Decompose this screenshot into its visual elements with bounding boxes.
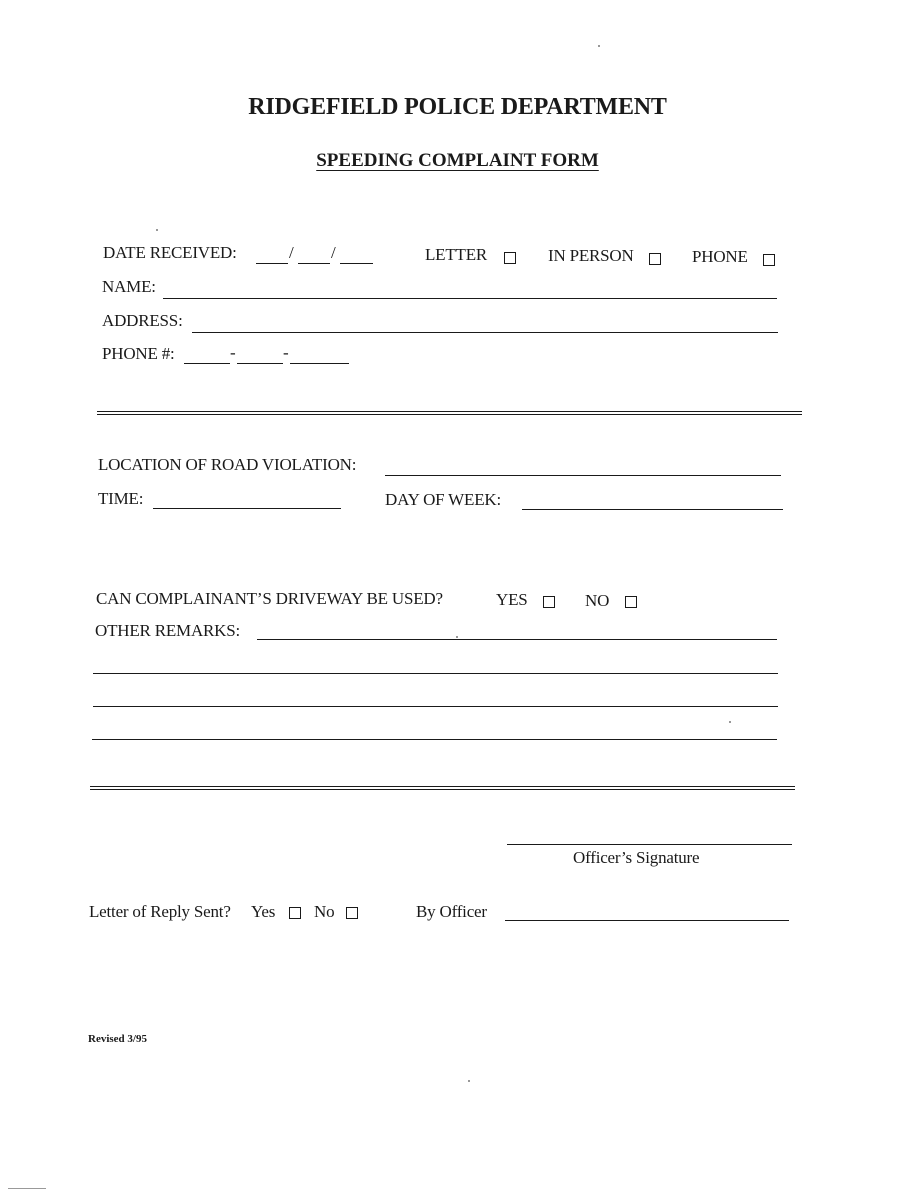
by-officer-label: By Officer bbox=[416, 902, 487, 921]
section-divider-2 bbox=[90, 786, 795, 790]
remarks-line-1[interactable] bbox=[257, 639, 777, 640]
form-title: RIDGEFIELD POLICE DEPARTMENT bbox=[248, 94, 667, 120]
date-day-field[interactable] bbox=[298, 263, 330, 264]
date-separator-2: / bbox=[331, 243, 336, 262]
driveway-no-checkbox[interactable] bbox=[625, 596, 637, 608]
reply-question: Letter of Reply Sent? bbox=[89, 902, 231, 921]
revision-note: Revised 3/95 bbox=[88, 1033, 147, 1045]
location-label: LOCATION OF ROAD VIOLATION: bbox=[98, 455, 357, 474]
other-remarks-label: OTHER REMARKS: bbox=[95, 621, 241, 640]
reply-no-checkbox[interactable] bbox=[346, 907, 358, 919]
phone-number-label: PHONE #: bbox=[102, 344, 175, 363]
phone-area-field[interactable] bbox=[184, 363, 230, 364]
driveway-question: CAN COMPLAINANT’S DRIVEWAY BE USED? bbox=[96, 589, 443, 608]
driveway-no-label: NO bbox=[585, 591, 610, 610]
name-field[interactable] bbox=[163, 298, 777, 299]
letter-checkbox[interactable] bbox=[504, 252, 516, 264]
remarks-line-3[interactable] bbox=[93, 706, 778, 707]
scan-speck bbox=[468, 1080, 470, 1082]
scan-speck bbox=[156, 229, 158, 231]
in-person-checkbox[interactable] bbox=[649, 253, 661, 265]
scan-speck bbox=[456, 636, 458, 638]
form-subtitle-text: SPEEDING COMPLAINT FORM bbox=[316, 150, 599, 171]
date-received-label: DATE RECEIVED: bbox=[103, 243, 237, 262]
address-label: ADDRESS: bbox=[102, 311, 183, 330]
phone-separator-2: - bbox=[283, 343, 289, 362]
scan-speck bbox=[729, 721, 731, 723]
address-field[interactable] bbox=[192, 332, 778, 333]
section-divider bbox=[97, 411, 802, 415]
officer-signature-field[interactable] bbox=[507, 844, 792, 845]
by-officer-field[interactable] bbox=[505, 920, 789, 921]
reply-no-label: No bbox=[314, 902, 335, 921]
officer-signature-label: Officer’s Signature bbox=[573, 848, 700, 867]
time-label: TIME: bbox=[98, 489, 144, 508]
form-subtitle bbox=[0, 150, 915, 172]
day-of-week-field[interactable] bbox=[522, 509, 783, 510]
time-field[interactable] bbox=[153, 508, 341, 509]
date-separator-1: / bbox=[289, 243, 294, 262]
letter-label: LETTER bbox=[425, 245, 488, 264]
phone-method-label: PHONE bbox=[692, 247, 748, 266]
scan-speck bbox=[598, 45, 600, 47]
date-year-field[interactable] bbox=[340, 263, 373, 264]
phone-method-checkbox[interactable] bbox=[763, 254, 775, 266]
phone-line-field[interactable] bbox=[290, 363, 349, 364]
location-field[interactable] bbox=[385, 475, 781, 476]
in-person-label: IN PERSON bbox=[548, 246, 634, 265]
reply-yes-checkbox[interactable] bbox=[289, 907, 301, 919]
remarks-line-4[interactable] bbox=[92, 739, 777, 740]
date-month-field[interactable] bbox=[256, 263, 288, 264]
phone-prefix-field[interactable] bbox=[237, 363, 283, 364]
reply-yes-label: Yes bbox=[251, 902, 276, 921]
name-label: NAME: bbox=[102, 277, 156, 296]
driveway-yes-checkbox[interactable] bbox=[543, 596, 555, 608]
day-of-week-label: DAY OF WEEK: bbox=[385, 490, 501, 509]
phone-separator-1: - bbox=[230, 343, 236, 362]
scan-edge-mark bbox=[8, 1188, 46, 1189]
driveway-yes-label: YES bbox=[496, 590, 528, 609]
remarks-line-2[interactable] bbox=[93, 673, 778, 674]
